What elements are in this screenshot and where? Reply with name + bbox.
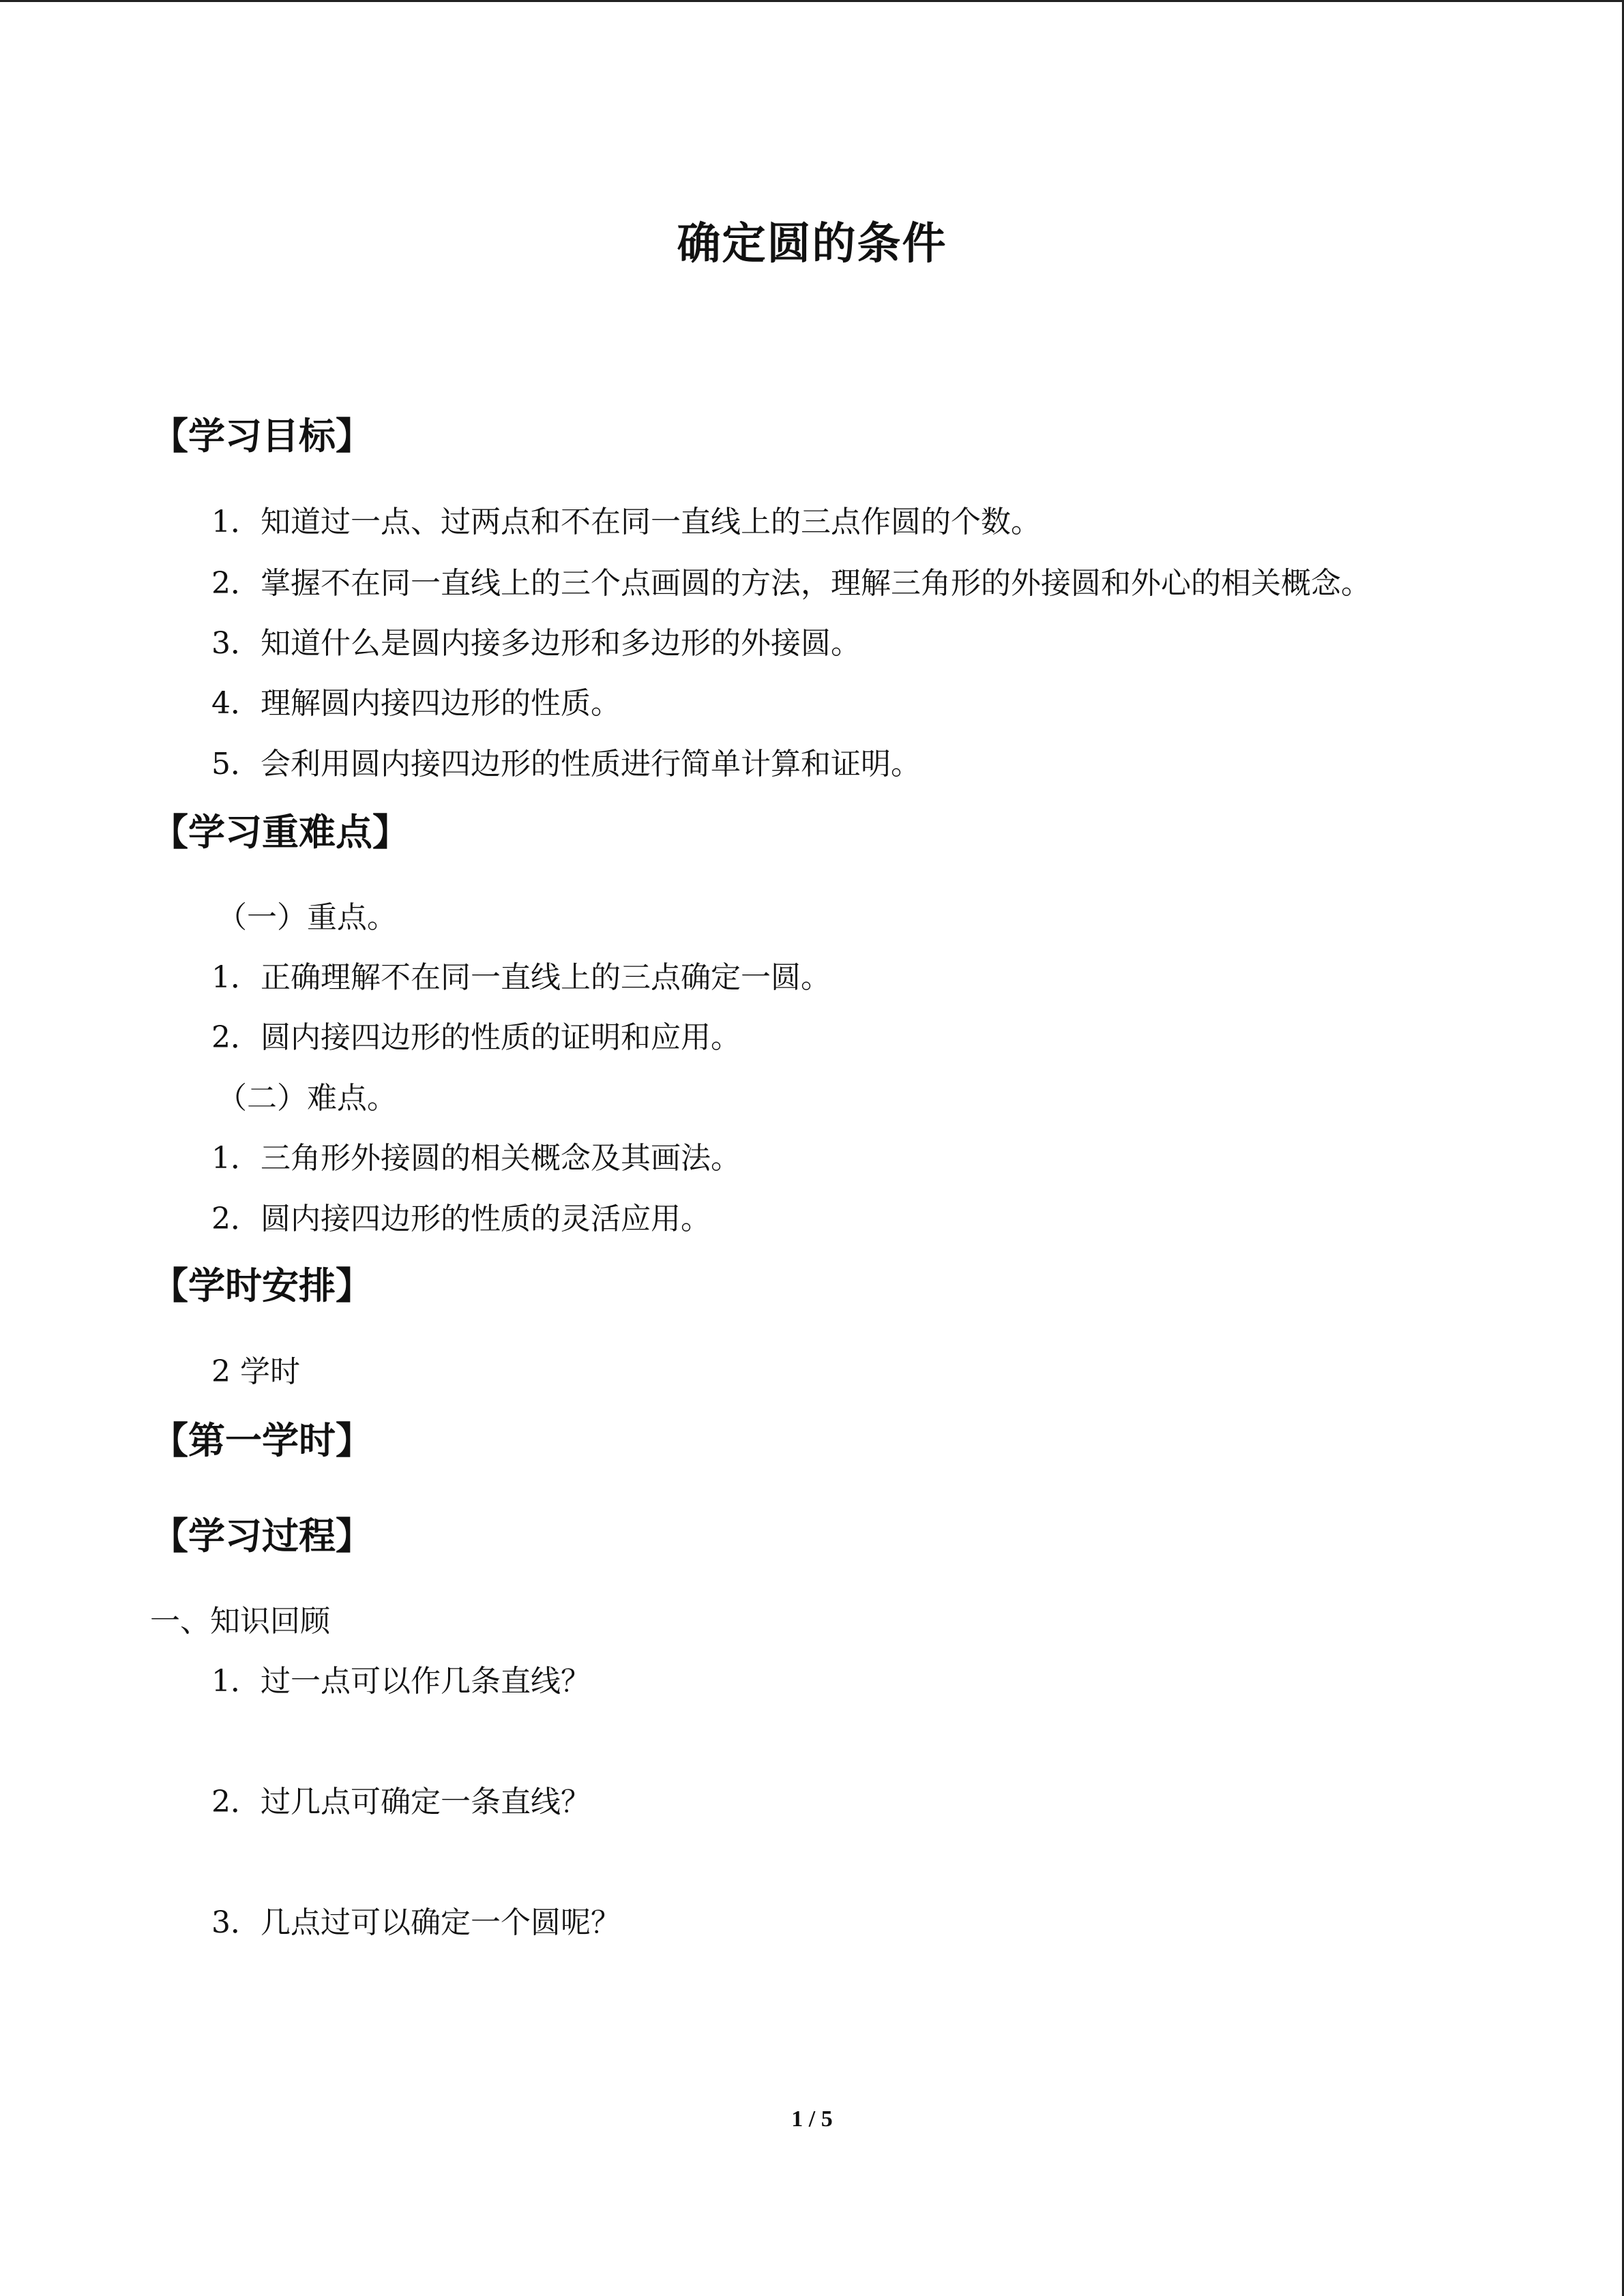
objective-item: 3．知道什么是圆内接多边形和多边形的外接圆。 [211, 626, 861, 661]
focus-item: 2．圆内接四边形的性质的证明和应用。 [211, 1020, 741, 1055]
page-number: 1 / 5 [791, 2106, 833, 2132]
page-title: 确定圆的条件 [677, 219, 947, 269]
key-points-heading: 【学习重难点】 [151, 811, 409, 854]
review-question: 3．几点过可以确定一个圆呢？ [211, 1905, 621, 1940]
first-period-heading: 【第一学时】 [151, 1419, 372, 1462]
difficulty-item: 2．圆内接四边形的性质的灵活应用。 [211, 1202, 711, 1236]
objective-item: 2．掌握不在同一直线上的三个点画圆的方法，理解三角形的外接圆和外心的相关概念。 [211, 566, 1371, 601]
process-heading: 【学习过程】 [151, 1515, 372, 1557]
focus-label: （一）重点。 [217, 900, 397, 935]
review-question: 2．过几点可确定一条直线？ [211, 1785, 591, 1819]
objective-item: 4．理解圆内接四边形的性质。 [211, 686, 621, 721]
difficulty-item: 1．三角形外接圆的相关概念及其画法。 [211, 1141, 741, 1176]
review-question: 1．过一点可以作几条直线？ [211, 1664, 591, 1699]
schedule-text: 2 学时 [211, 1354, 300, 1389]
objectives-heading: 【学习目标】 [151, 415, 372, 458]
schedule-heading: 【学时安排】 [151, 1264, 372, 1307]
focus-item: 1．正确理解不在同一直线上的三点确定一圆。 [211, 960, 831, 995]
objective-item: 1．知道过一点、过两点和不在同一直线上的三点作圆的个数。 [211, 505, 1041, 539]
review-section-label: 一、知识回顾 [150, 1604, 330, 1639]
objective-item: 5．会利用圆内接四边形的性质进行简单计算和证明。 [211, 747, 921, 781]
difficulty-label: （二）难点。 [217, 1081, 397, 1116]
